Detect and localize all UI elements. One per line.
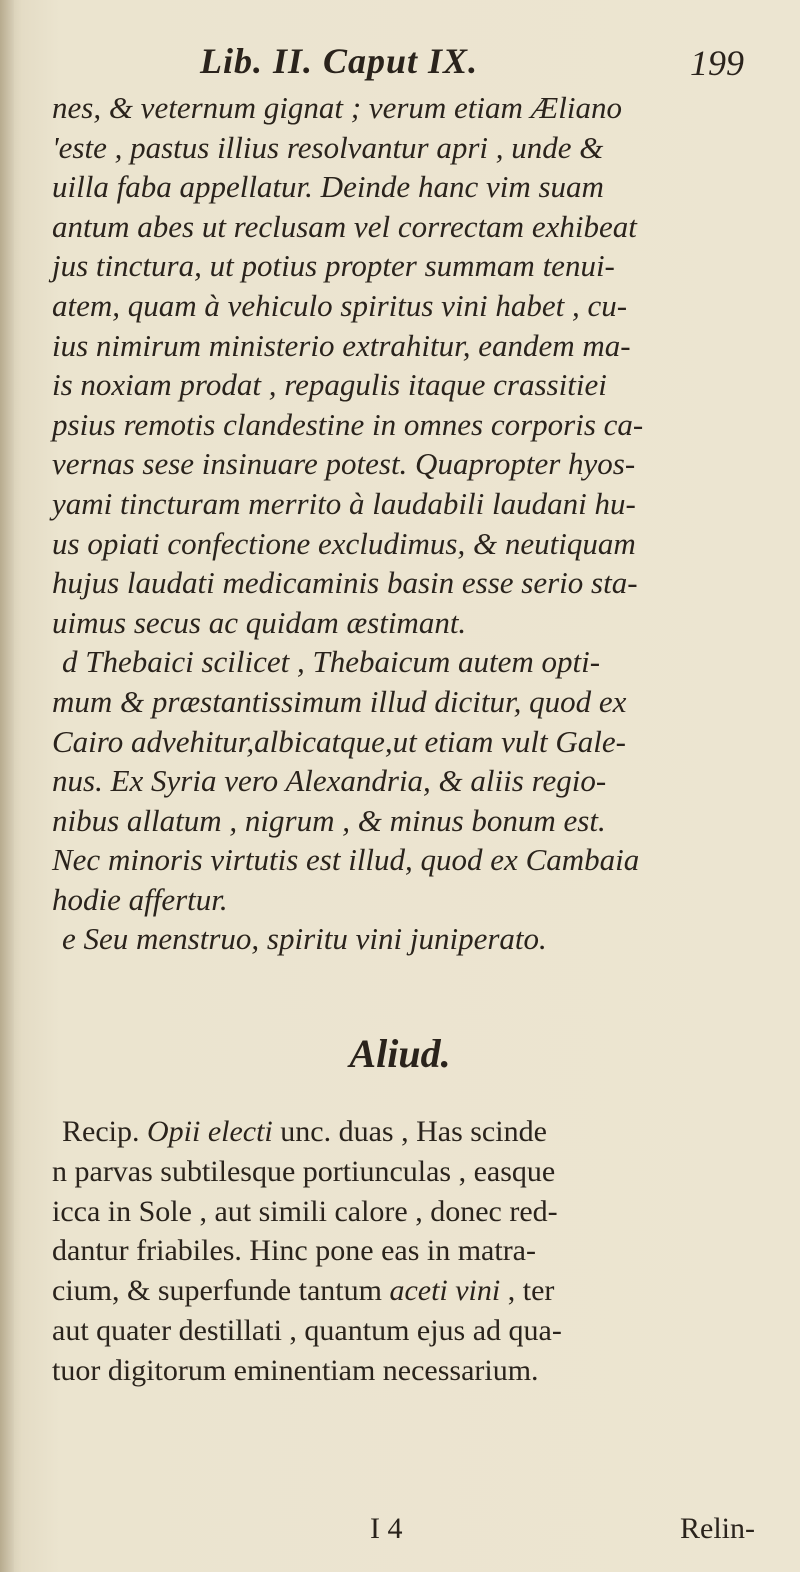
text-line [0, 1192, 800, 1232]
text-line: nus. Ex Syria vero Alexandria, & aliis regio- [52, 763, 607, 799]
text-line: 'este , pastus illius resolvantur apri , unde & [52, 129, 604, 165]
text-line [0, 1311, 800, 1351]
text-line: nibus allatum , nigrum , & minus bonum est. [52, 802, 606, 838]
text-line: is noxiam prodat , repagulis itaque crassitiei [52, 367, 607, 403]
text-span: tuor digitorum eminentiam necessarium. [52, 1353, 539, 1387]
running-head: Lib. II. Caput IX. [200, 41, 479, 81]
text-line: hujus laudati medicaminis basin esse serio sta- [52, 565, 638, 601]
text-span: aut quater destillati , quantum ejus ad qua- [52, 1313, 562, 1347]
section-title: Aliud. [349, 1031, 451, 1076]
text-line: uilla faba appellatur. Deinde hanc vim suam [52, 169, 604, 205]
text-span: dantur friabiles. Hinc pone eas in matra- [52, 1234, 536, 1268]
page-footer [0, 1512, 800, 1556]
text-line: hodie affertur. [52, 881, 228, 917]
note-d-line: d Thebaici scilicet , Thebaicum autem opti- [62, 644, 601, 680]
text-line: nes, & veternum gignat ; verum etiam Æliano [52, 90, 622, 125]
note-e-line: e Seu menstruo, spiritu vini juniperato. [62, 921, 547, 957]
text-line: ius nimirum ministerio extrahitur, eandem ma- [52, 327, 631, 363]
italic-term: Opii electi [146, 1115, 273, 1148]
italic-term: aceti vini [389, 1274, 501, 1308]
text-span: icca in Sole , aut simili calore , donec red- [52, 1194, 558, 1228]
text-line [0, 1231, 800, 1271]
text-line [0, 1112, 800, 1152]
text-line [0, 1152, 800, 1192]
text-line: Cairo advehitur,albicatque,ut etiam vult Gale- [52, 723, 626, 759]
text-line: uimus secus ac quidam æstimant. [52, 604, 467, 640]
text-line [0, 1271, 800, 1311]
text-span: n parvas subtilesque portiunculas , easque [52, 1154, 556, 1188]
text-line: atem, quam à vehiculo spiritus vini habet , cu- [52, 287, 628, 323]
text-line: Nec minoris virtutis est illud, quod ex Cambaia [52, 842, 640, 878]
text-line: us opiati confectione excludimus, & neutiquam [52, 525, 636, 561]
catchword: Relin- [680, 1512, 755, 1545]
text-line: jus tinctura, ut potius propter summam tenui- [52, 248, 615, 284]
text-line: vernas sese insinuare potest. Quapropter hyos- [52, 446, 636, 482]
text-line: mum & præstantissimum illud dicitur, quod ex [52, 683, 627, 719]
text-line [0, 1351, 800, 1391]
text-span: , ter [500, 1274, 555, 1308]
text-span: unc. duas , Has scinde [272, 1115, 547, 1148]
page-header [0, 40, 800, 90]
page-number: 199 [690, 43, 744, 83]
commentary-notes [0, 88, 800, 959]
signature-mark: I 4 [370, 1512, 403, 1545]
recipe-text [0, 1112, 800, 1391]
text-line: antum abes ut reclusam vel correctam exhibeat [52, 208, 637, 244]
text-span: cium, & superfunde tantum [52, 1274, 390, 1308]
text-span: Recip. [62, 1115, 147, 1148]
text-line: yami tincturam merrito à laudabili laudani hu- [52, 485, 636, 521]
text-line: psius remotis clandestine in omnes corporis ca- [52, 406, 644, 442]
